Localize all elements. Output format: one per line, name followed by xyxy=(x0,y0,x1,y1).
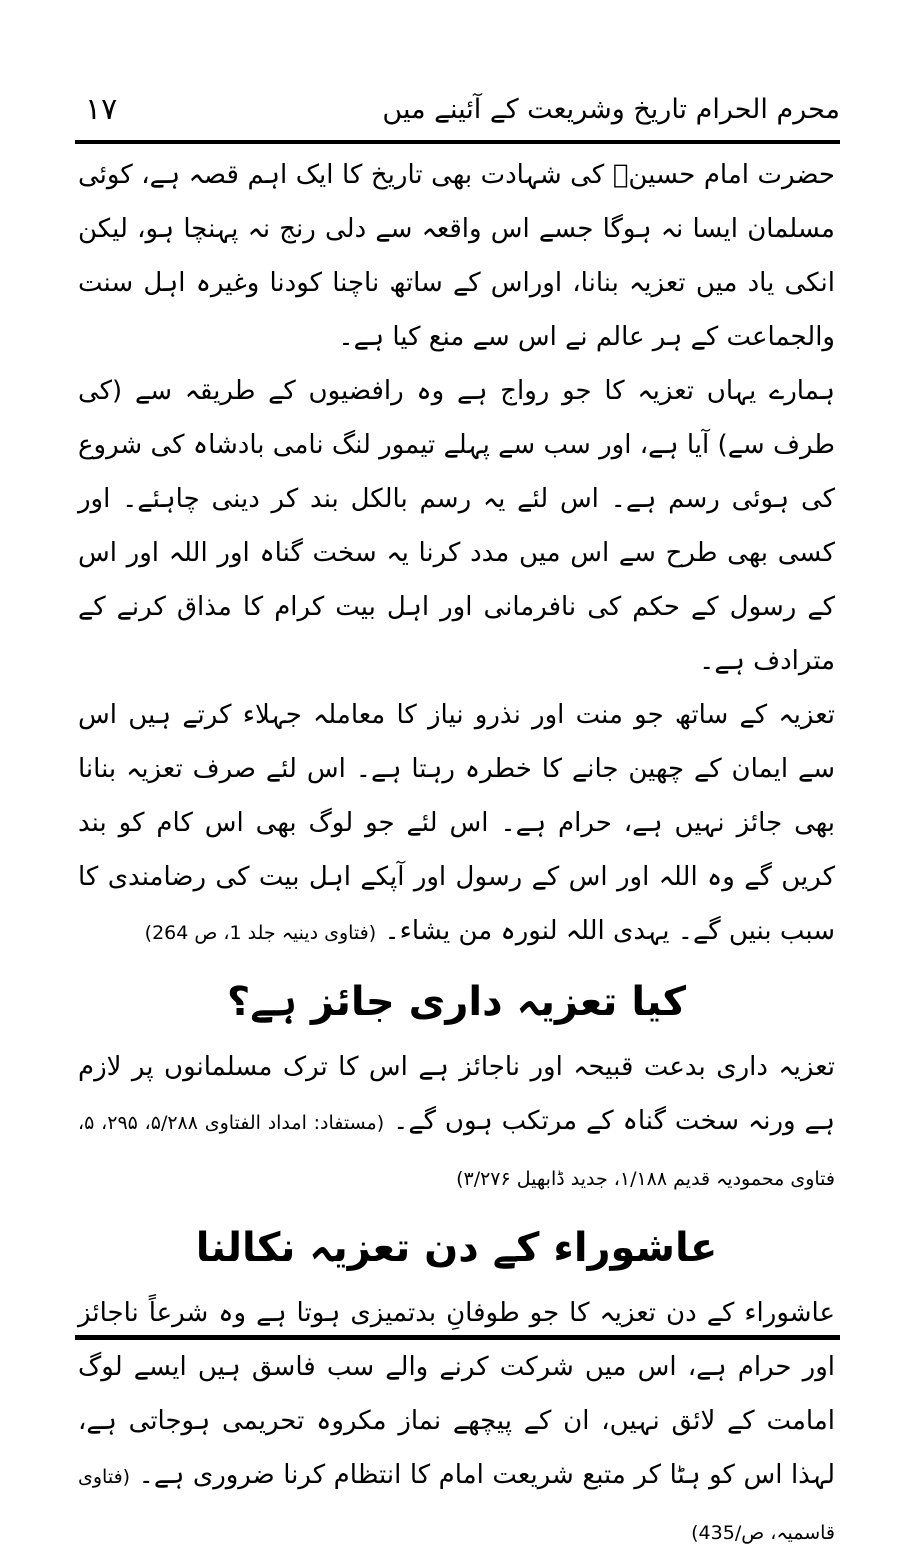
section-1-citation: (مستفاد: امداد الفتاوی ۵/۲۸۸، ۲۹۵، ۵، فتاوی محمودیہ قدیم ۱/۱۸۸، جدید ڈابھیل ۳/۲۷۶) xyxy=(78,1112,835,1190)
section-1-paragraph xyxy=(78,1040,835,1206)
section-2-text: عاشوراء کے دن تعزیہ کا جو طوفانِ بدتمیزی ہوتا ہے وہ شرعاً ناجائز اور حرام ہے، اس میں شرکت کرنے والے سب فاسق ہیں ایسے لوگ امامت کے لائق نہیں، ان کے پیچھے نماز مکروہ تحریمی ہوجاتی ہے، لہذا اس کو ہٹا کر متبع شریعت امام کا انتظام کرنا ضروری ہے۔ xyxy=(78,1298,835,1490)
section-1-text: تعزیہ داری بدعت قبیحہ اور ناجائز ہے اس کا ترک مسلمانوں پر لازم ہے ورنہ سخت گناہ کے مرتکب ہوں گے۔ xyxy=(78,1052,836,1136)
section-2-paragraph xyxy=(78,1286,835,1560)
section-heading-ashura: عاشوراء کے دن تعزیہ نکالنا xyxy=(195,1225,718,1271)
footer-rule xyxy=(75,1335,840,1340)
paragraph-2 xyxy=(78,364,835,688)
paragraph-2-text: ہمارے یہاں تعزیہ کا جو رواج ہے وہ رافضیوں کے طریقہ سے (کی طرف سے) آیا ہے، اور سب سے پہلے تیمور لنگ نامی بادشاہ کی شروع کی ہوئی رسم ہے۔ اس لئے یہ رسم بالکل بند کر دینی چاہئے۔ اور کسی بھی طرح سے اس میں مدد کرنا یہ سخت گناہ اور اللہ اور اس کے رسول کے حکم کی نافرمانی اور اہل بیت کرام کا مذاق کرنے کے مترادف ہے۔ xyxy=(78,376,835,676)
section-2-citation: (فتاوی قاسمیہ، ص/435) xyxy=(78,1466,835,1544)
page-number: ۱۷ xyxy=(85,92,118,127)
running-title: محرم الحرام تاریخ وشریعت کے آئینے میں xyxy=(382,94,840,125)
paragraph-1-text: حضرت امام حسینؓ کی شہادت بھی تاریخ کا ایک اہم قصہ ہے، کوئی مسلمان ایسا نہ ہوگا جسے اس واقعہ سے دلی رنج نہ پہنچا ہو، لیکن انکی یاد میں تعزیہ بنانا، اوراس کے ساتھ ناچنا کودنا وغیرہ اہل سنت والجماعت کے ہر عالم نے اس سے منع کیا ہے۔ xyxy=(78,160,835,352)
section-heading-ruling: کیا تعزیہ داری جائز ہے؟ xyxy=(226,979,686,1025)
paragraph-3-citation: (فتاوی دینیہ جلد 1، ص 264) xyxy=(144,922,377,944)
paragraph-3-text: تعزیہ کے ساتھ جو منت اور نذرو نیاز کا معاملہ جہلاء کرتے ہیں اس سے ایمان کے چھین جانے کا خطرہ رہتا ہے۔ اس لئے صرف تعزیہ بنانا بھی جائز نہیں ہے، حرام ہے۔ اس لئے جو لوگ بھی اس کام کو بند کریں گے وہ اللہ اور اس کے رسول اور آپکے اہل بیت کی رضامندی کا سبب بنیں گے۔ یہدی اللہ لنورہ من یشاء۔ xyxy=(78,700,835,946)
page-body xyxy=(78,148,835,1560)
paragraph-1 xyxy=(78,148,835,364)
page-header xyxy=(75,84,840,146)
paragraph-3 xyxy=(78,688,835,960)
header-rule xyxy=(75,140,840,144)
